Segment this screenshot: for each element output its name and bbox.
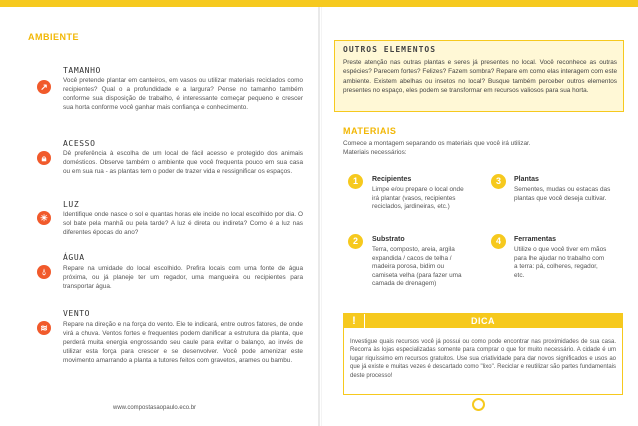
padlock-icon: 🔒︎: [37, 151, 51, 165]
dica-box: [343, 313, 623, 395]
water-drop-icon: 💧︎: [37, 265, 51, 279]
section-title-ambiente: AMBIENTE: [28, 32, 79, 42]
item-title-tamanho: TAMANHO: [63, 66, 101, 75]
arrows-icon: ↗: [37, 80, 51, 94]
materiais-intro-line1: Comece a montagem separando os materiais que você irá utilizar.: [343, 140, 531, 147]
item-title-luz: LUZ: [63, 200, 80, 209]
outros-elementos-title: OUTROS ELEMENTOS: [343, 45, 437, 54]
material-number-1: 1: [348, 174, 363, 189]
page-spine-shadow: [321, 7, 322, 426]
material-text-substrato: Terra, composto, areia, argila expandida / cacos de telha / madeira porosa, bidim ou camiseta velha (para fazer uma camada de drenagem): [372, 246, 462, 288]
top-accent-bar: [0, 0, 638, 7]
item-text-luz: Identifique onde nasce o sol e quantas horas ele incide no local escolhido por dia. O sol bate pela manhã ou pela tarde? A luz é direta ou indireta? Como é a luz nas diferentes épocas do ano?: [63, 211, 303, 236]
section-title-materiais: MATERIAIS: [343, 126, 397, 136]
page-marker-icon: [472, 398, 485, 411]
outros-elementos-text: Preste atenção nas outras plantas e seres já presentes no local. Você reconhece as outras espécies? Parecem fortes? Felizes? Fazem sombra? Repare em como elas interagem com este ambiente. Existem abelhas ou insetos no local? Busque também perceber outros elementos presentes no espaço, eles podem se transformar em recursos valiosos para sua horta.: [343, 59, 617, 95]
material-title-plantas: Plantas: [514, 176, 539, 183]
item-title-agua: ÁGUA: [63, 253, 85, 262]
item-title-acesso: ACESSO: [63, 139, 96, 148]
material-number-3: 3: [491, 174, 506, 189]
material-text-plantas: Sementes, mudas ou estacas das plantas que você deseja cultivar.: [514, 186, 611, 202]
exclamation-icon: !: [344, 314, 365, 328]
material-number-4: 4: [491, 234, 506, 249]
material-title-ferramentas: Ferramentas: [514, 236, 557, 243]
item-text-agua: Repare na umidade do local escolhido. Prefira locais com uma fonte de água próxima, ou já planeje ter um regador, uma mangueira ou recipientes para transportar água.: [63, 265, 303, 290]
item-text-acesso: Dê preferência à escolha de um local de fácil acesso e protegido dos animais domésticos. Observe também o ambiente que você frequenta pouco em sua casa ou em sua rua - as plantas tem o poder de trazer vida e ressignificar os espaços.: [63, 150, 303, 175]
item-title-vento: VENTO: [63, 309, 91, 318]
materiais-intro: [343, 140, 623, 157]
windsock-icon: ≋: [37, 321, 51, 335]
dica-title: DICA: [471, 316, 495, 326]
materiais-intro-line2: Materiais necessários:: [343, 148, 407, 156]
material-text-recipientes: Limpe e/ou prepare o local onde irá plantar (vasos, recipientes reciclados, jardineiras, etc.): [372, 186, 464, 211]
sun-icon: ☀: [37, 211, 51, 225]
material-title-recipientes: Recipientes: [372, 176, 412, 183]
page-spine: [318, 7, 320, 426]
dica-text: Investigue quais recursos você já possui ou como pode encontrar nas proximidades de sua casa. Recorra às lojas especializadas somente para comprar o que for muito necessário. A cidade é um lugar riquíssimo em recursos gratuitos. Use sua criatividade para dar novos significados e usos ao que já existe e muitas vezes é descartado como "lixo". Reciclar e reutilizar são partes fundamentais deste processo!: [350, 339, 616, 379]
outros-elementos-box: [334, 40, 624, 112]
material-text-ferramentas: Utilize o que você tiver em mãos para lhe ajudar no trabalho com a terra: pá, colheres, regador, etc.: [514, 246, 607, 279]
footer-url[interactable]: www.compostasaopaulo.eco.br: [113, 405, 197, 411]
material-title-substrato: Substrato: [372, 236, 405, 243]
item-text-vento: Repare na direção e na força do vento. Ele te indicará, entre outros fatores, de onde virá a chuva. Ventos fortes e frequentes podem danificar a estrutura da planta, que perderá muita energia engrossando seu caule para evitar o balanço, ao invés de utilizar esta força para crescer e se desenvolver. Você pode amenizar este movimento amarrando a planta a tutores feitos com gravetos, arames ou bambu.: [63, 321, 303, 364]
item-text-tamanho: Você pretende plantar em canteiros, em vasos ou utilizar materiais reciclados como recipientes? Qual o a profundidade e a largura? Pense no tamanho também conforme sua disposição de trabalho, é interessante começar pequeno e crescer sua horta conforme você ganhar mais confiança e conhecimento.: [63, 77, 303, 111]
material-number-2: 2: [348, 234, 363, 249]
